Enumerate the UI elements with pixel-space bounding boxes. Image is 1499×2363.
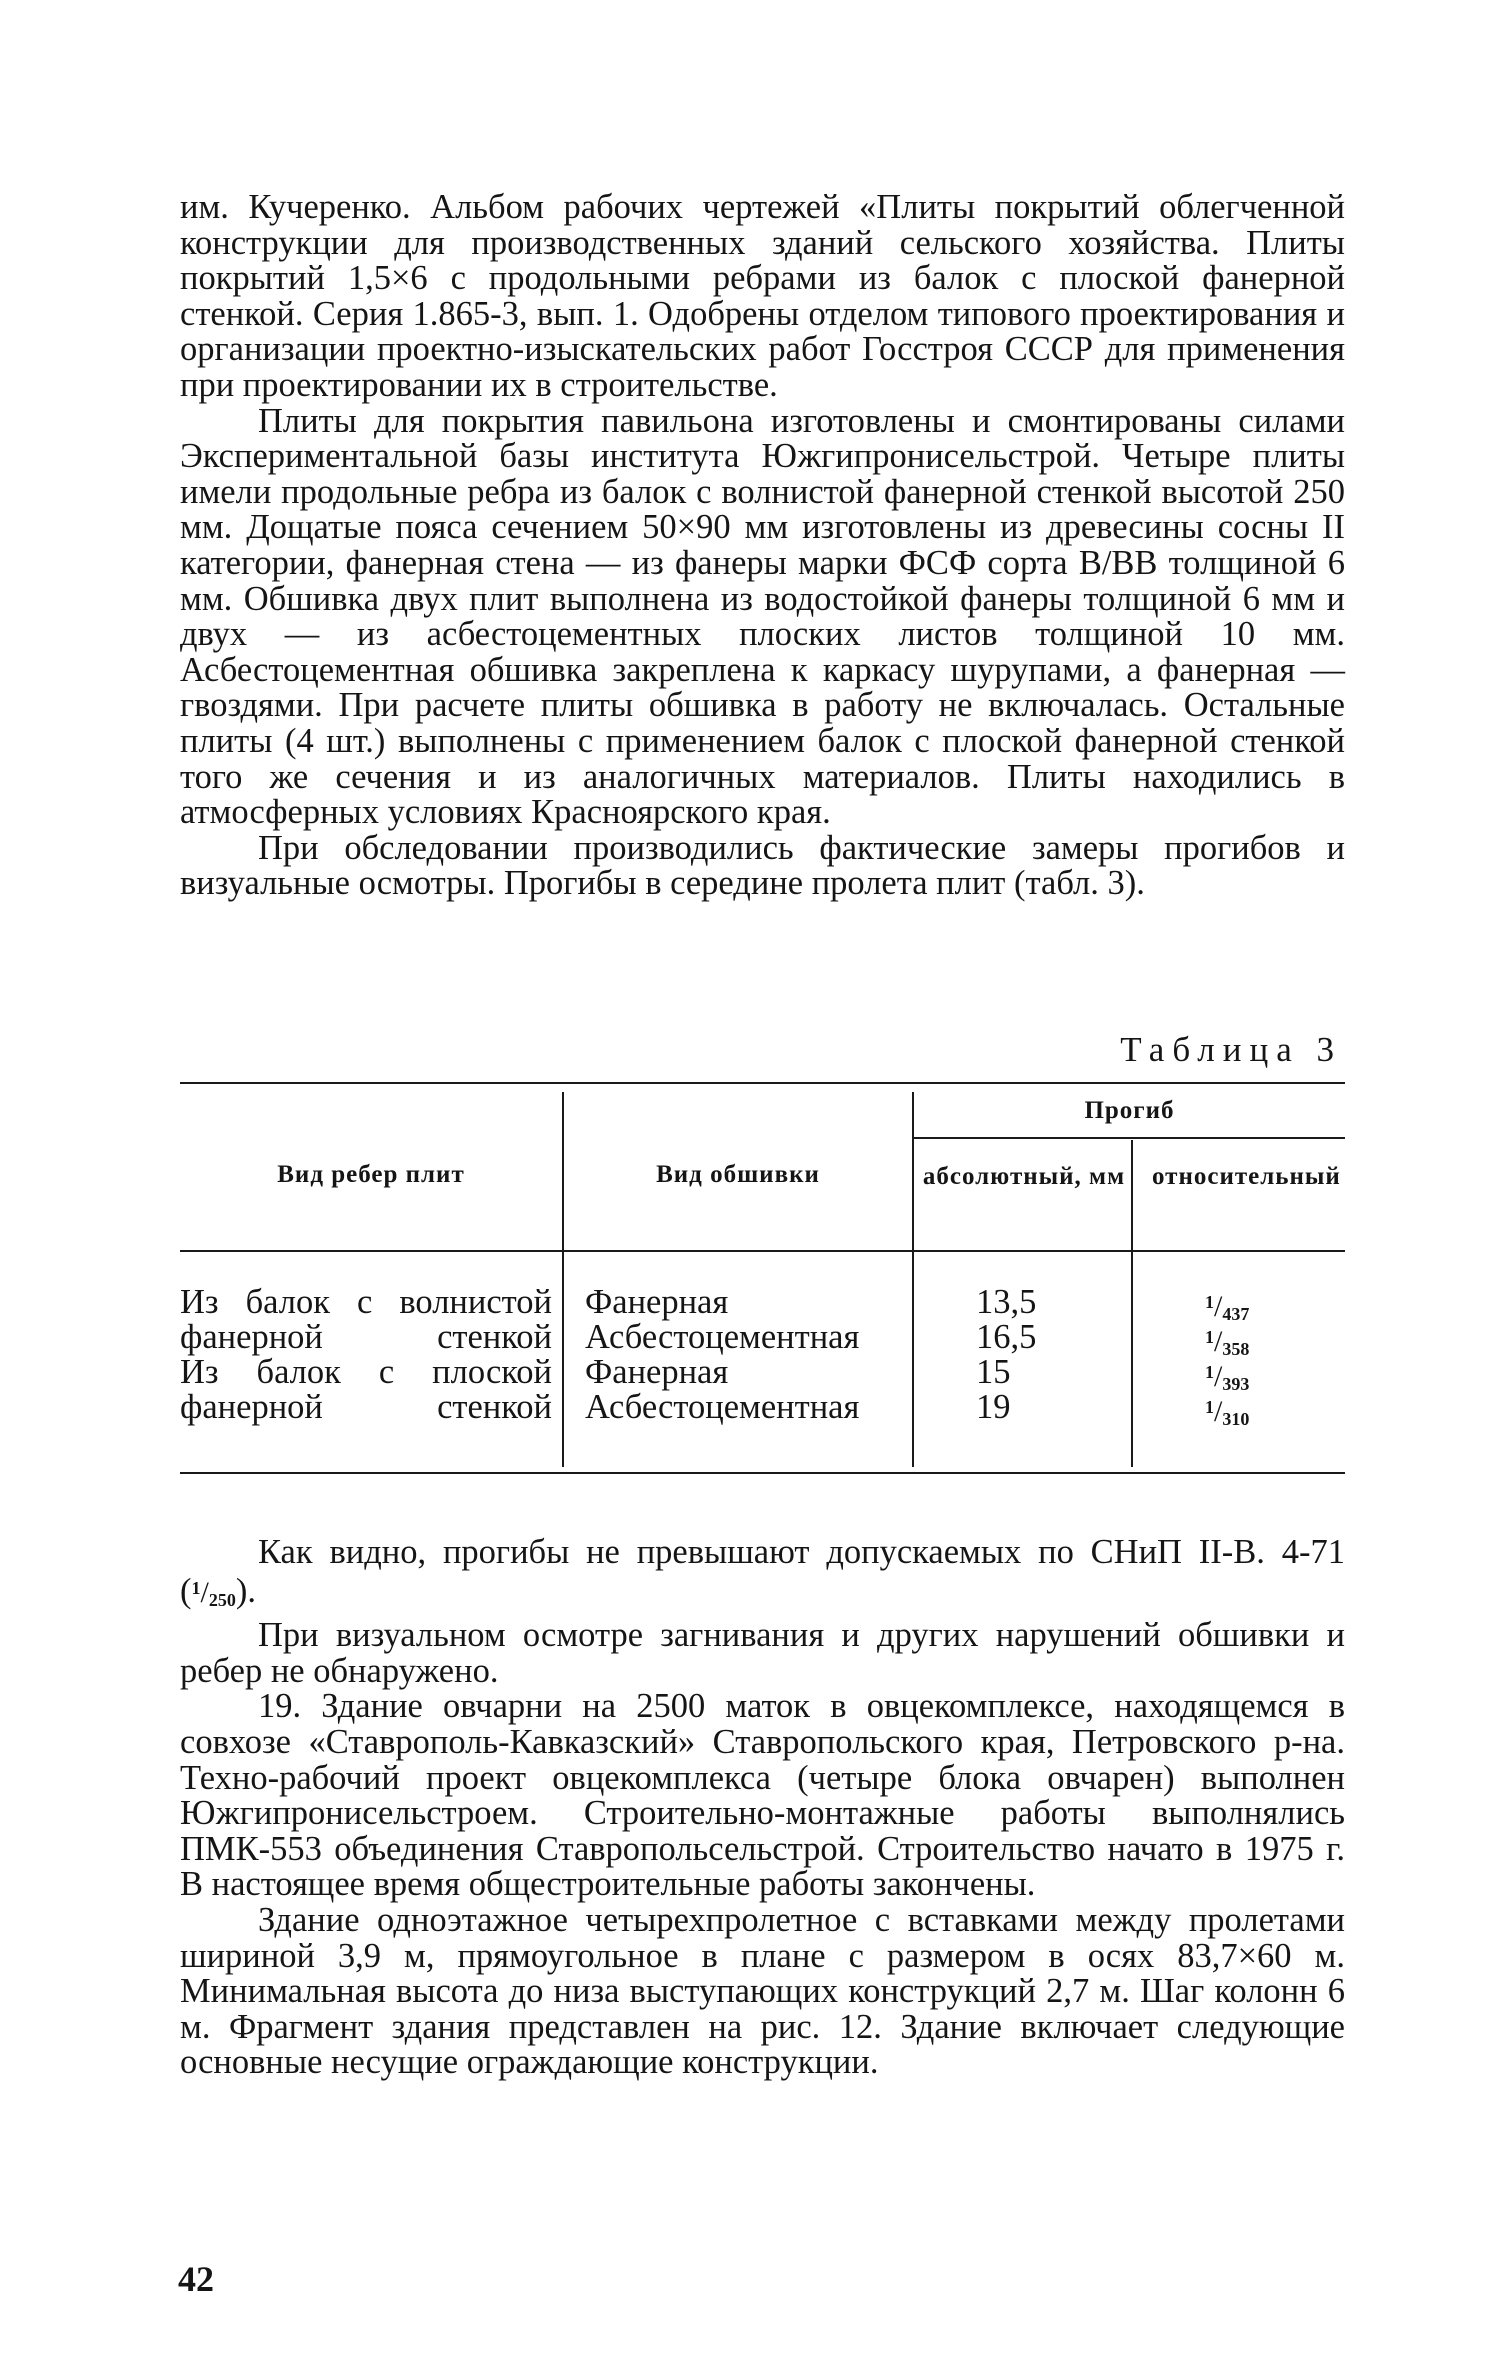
sheathing-cell: Асбестоцементная [585,1318,860,1356]
column-divider-2 [912,1092,914,1467]
sheathing-cell: Асбестоцементная [585,1388,860,1426]
paragraph-4-text: Как видно, прогибы не превышают допускаемых по СНиП II-В. 4-71 ( [180,1533,1345,1610]
relative-deflection-cell: $^1/_{437}$ [1205,1290,1250,1324]
header-absolute: абсолютный, мм [922,1163,1126,1190]
header-rib-type: Вид ребер плит [277,1161,465,1188]
absolute-deflection-cell: 15 [976,1353,1011,1391]
table-bottom-rule [180,1472,1345,1474]
paragraph-6: 19. Здание овчарни на 2500 маток в овцекомплексе, находящемся в совхозе «Ставрополь-Кавказский» Ставропольского края, Петровского р-на. Техно-рабочий проект овцекомплекса (четыре блока овчарен) выполнен Южгипронисельстроем. Строительно-монтажные работы выполнялись ПМК-553 объединения Ставропольсельстрой. Строительство начато в 1975 г. В настоящее время общестроительные работы закончены. [180,1687,1345,1904]
table-caption: Таблица 3 [1120,1030,1342,1069]
fraction-numerator: 1 [1205,1362,1214,1382]
header-deflection: Прогиб [1084,1097,1175,1124]
rib-type-flat: Из балок с плоской фанерной стенкой [180,1353,552,1426]
absolute-deflection-cell: 13,5 [976,1283,1037,1321]
deflection-table [180,1082,1345,1477]
fraction-denominator: 310 [1222,1409,1250,1429]
sheathing-cell: Фанерная [585,1353,729,1391]
text-block-top [180,190,1345,902]
table-header-rule [180,1250,1345,1252]
relative-deflection-cell: $^1/_{358}$ [1205,1325,1250,1359]
fraction-denominator: 437 [1222,1304,1250,1324]
table-top-rule [180,1082,1345,1084]
fraction-numerator: 1 [1205,1292,1214,1312]
header-sheathing: Вид обшивки [656,1161,820,1188]
fraction-numerator: 1 [1205,1397,1214,1417]
fraction-numerator: 1 [1205,1327,1214,1347]
page-number: 42 [178,2259,214,2299]
paragraph-1: им. Кучеренко. Альбом рабочих чертежей «Плиты покрытий облегченной конструкции для производственных зданий сельского хозяйства. Плиты покрытий 1,5×6 с продольными ребрами из балок с плоской фанерной стенкой. Серия 1.865-3, вып. 1. Одобрены отделом типового проектирования и организации проектно-изыскательских работ Госстроя СССР для применения при проектировании их в строительстве. [180,188,1345,404]
fraction-denominator: 393 [1222,1374,1250,1394]
fraction-numerator: 1 [191,1577,201,1598]
column-divider-1 [562,1092,564,1467]
rib-type-wavy: Из балок с волнистой фанерной стенкой [180,1283,552,1356]
paragraph-2: Плиты для покрытия павильона изготовлены и смонтированы силами Экспериментальной базы института Южгипронисельстрой. Четыре плиты имели продольные ребра из балок с волнистой фанерной стенкой высотой 250 мм. Дощатые пояса сечением 50×90 мм изготовлены из древесины сосны II категории, фанерная стена — из фанеры марки ФСФ сорта В/ВВ толщиной 6 мм. Обшивка двух плит выполнена из водостойкой фанеры толщиной 6 мм и двух — из асбестоцементных плоских листов толщиной 10 мм. Асбестоцементная обшивка закреплена к каркасу шурупами, а фанерная — гвоздями. При расчете плиты обшивка в работу не включалась. Остальные плиты (4 шт.) выполнены с применением балок с плоской фанерной стенкой того же сечения и из аналогичных материалов. Плиты находились в атмосферных условиях Красноярского края. [180,401,1345,832]
absolute-deflection-cell: 19 [976,1388,1011,1426]
text-block-bottom [180,1535,1345,2081]
relative-deflection-cell: $^1/_{310}$ [1205,1395,1250,1429]
allowed-deflection-fraction: $^1/_{250}$ [191,1575,236,1610]
column-divider-3 [1131,1140,1133,1467]
header-relative: относительный [1152,1163,1341,1190]
paragraph-3: При обследовании производились фактические замеры прогибов и визуальные осмотры. Прогибы в середине пролета плит (табл. 3). [180,828,1345,903]
sheathing-cell: Фанерная [585,1283,729,1321]
fraction-denominator: 250 [208,1589,236,1610]
fraction-denominator: 358 [1222,1339,1250,1359]
deflection-header-rule [912,1137,1345,1139]
paragraph-5: При визуальном осмотре загнивания и других нарушений обшивки и ребер не обнаружено. [180,1616,1345,1690]
paragraph-7: Здание одноэтажное четырехпролетное с вставками между пролетами шириной 3,9 м, прямоугольное в плане с размером в осях 83,7×60 м. Минимальная высота до низа выступающих конструкций 2,7 м. Шаг колонн 6 м. Фрагмент здания представлен на рис. 12. Здание включает следующие основные несущие ограждающие конструкции. [180,1900,1345,2082]
paragraph-4-end: ). [235,1571,256,1610]
relative-deflection-cell: $^1/_{393}$ [1205,1360,1250,1394]
paragraph-4 [180,1535,1345,1618]
absolute-deflection-cell: 16,5 [976,1318,1037,1356]
